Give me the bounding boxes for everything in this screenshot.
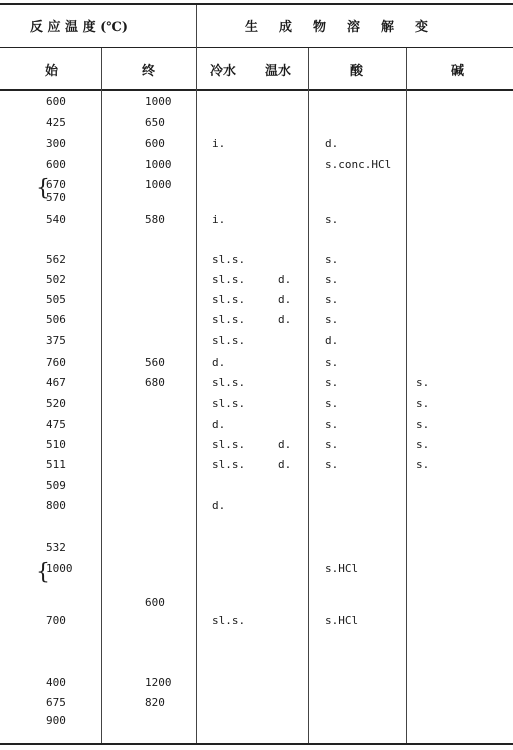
table-cell-cold: d. <box>212 499 226 512</box>
table-cell-start: 562 <box>46 253 66 266</box>
table-cell-start: 510 <box>46 438 66 451</box>
table-cell-acid: s. <box>325 397 339 410</box>
table-cell-cold: sl.s. <box>212 376 246 389</box>
column-divider <box>406 48 407 743</box>
table-cell-start: 475 <box>46 418 66 431</box>
table-cell-acid: s.HCl <box>325 562 359 575</box>
table-cell-acid: s. <box>325 376 339 389</box>
brace-mark: { <box>36 560 50 585</box>
header-start: 始 <box>45 64 59 79</box>
header-solubility: 生 成 物 溶 解 变 <box>245 20 433 35</box>
header-alkali: 碱 <box>451 64 465 79</box>
table-cell-warm: d. <box>278 438 292 451</box>
table-cell-start: 1000 <box>46 562 73 575</box>
table-cell-acid: s. <box>325 293 339 306</box>
header-bottom-rule <box>0 89 513 91</box>
table-cell-end: 820 <box>145 696 165 709</box>
header-warm-water: 温水 <box>265 64 292 79</box>
table-cell-end: 1000 <box>145 178 172 191</box>
table-cell-acid: s. <box>325 213 339 226</box>
header-temperature: 反 应 温 度 (℃) <box>30 20 128 35</box>
table-cell-alkali: s. <box>416 438 430 451</box>
table-cell-start: 532 <box>46 541 66 554</box>
column-divider <box>101 48 102 743</box>
table-cell-warm: d. <box>278 293 292 306</box>
table-cell-start: 400 <box>46 676 66 689</box>
brace-mark: { <box>36 176 50 201</box>
table-cell-warm: d. <box>278 458 292 471</box>
table-cell-start: 502 <box>46 273 66 286</box>
table-cell-cold: d. <box>212 418 226 431</box>
table-cell-end: 580 <box>145 213 165 226</box>
table-cell-warm: d. <box>278 313 292 326</box>
table-cell-start: 700 <box>46 614 66 627</box>
table-cell-cold: sl.s. <box>212 438 246 451</box>
table-cell-start: 300 <box>46 137 66 150</box>
column-divider <box>196 5 197 743</box>
table-cell-warm: d. <box>278 273 292 286</box>
table-cell-cold: sl.s. <box>212 293 246 306</box>
table-cell-cold: sl.s. <box>212 458 246 471</box>
table-cell-acid: s. <box>325 253 339 266</box>
table-cell-cold: sl.s. <box>212 614 246 627</box>
header-end: 终 <box>142 64 156 79</box>
table-cell-acid: s. <box>325 458 339 471</box>
table-cell-alkali: s. <box>416 458 430 471</box>
table-cell-alkali: s. <box>416 418 430 431</box>
table-cell-start: 511 <box>46 458 66 471</box>
table-cell-cold: d. <box>212 356 226 369</box>
table-cell-start: 506 <box>46 313 66 326</box>
table-cell-start: 505 <box>46 293 66 306</box>
table-cell-acid: s.conc.HCl <box>325 158 392 171</box>
table-cell-cold: i. <box>212 137 226 150</box>
table-cell-cold: sl.s. <box>212 397 246 410</box>
table-cell-acid: d. <box>325 334 339 347</box>
table-cell-acid: s. <box>325 356 339 369</box>
table-cell-end: 680 <box>145 376 165 389</box>
table-cell-end: 600 <box>145 596 165 609</box>
table-cell-alkali: s. <box>416 397 430 410</box>
subheader-rule <box>0 47 513 48</box>
table-cell-start: 600 <box>46 158 66 171</box>
table-cell-cold: sl.s. <box>212 334 246 347</box>
table-cell-start: 509 <box>46 479 66 492</box>
table-cell-alkali: s. <box>416 376 430 389</box>
table-cell-start: 760 <box>46 356 66 369</box>
table-cell-end: 600 <box>145 137 165 150</box>
table-cell-start: 375 <box>46 334 66 347</box>
bottom-rule <box>0 743 513 745</box>
table-cell-cold: sl.s. <box>212 313 246 326</box>
column-divider <box>308 48 309 743</box>
header-acid: 酸 <box>350 64 364 79</box>
table-cell-cold: sl.s. <box>212 253 246 266</box>
table-cell-start: 570 <box>46 191 66 204</box>
table-cell-end: 1000 <box>145 158 172 171</box>
table-cell-acid: s. <box>325 313 339 326</box>
table-cell-acid: s. <box>325 273 339 286</box>
table-cell-start: 900 <box>46 714 66 727</box>
table-cell-start: 800 <box>46 499 66 512</box>
table-cell-start: 425 <box>46 116 66 129</box>
table-cell-cold: sl.s. <box>212 273 246 286</box>
table-cell-start: 670 <box>46 178 66 191</box>
table-cell-acid: d. <box>325 137 339 150</box>
table-cell-acid: s.HCl <box>325 614 359 627</box>
header-cold-water: 冷水 <box>210 64 237 79</box>
table-cell-acid: s. <box>325 418 339 431</box>
table-cell-end: 650 <box>145 116 165 129</box>
table-cell-end: 1200 <box>145 676 172 689</box>
table-cell-end: 1000 <box>145 95 172 108</box>
table-cell-start: 467 <box>46 376 66 389</box>
table-cell-start: 520 <box>46 397 66 410</box>
table-cell-cold: i. <box>212 213 226 226</box>
table-cell-start: 600 <box>46 95 66 108</box>
table-cell-acid: s. <box>325 438 339 451</box>
table-cell-end: 560 <box>145 356 165 369</box>
table-cell-start: 675 <box>46 696 66 709</box>
top-rule <box>0 3 513 5</box>
table-cell-start: 540 <box>46 213 66 226</box>
